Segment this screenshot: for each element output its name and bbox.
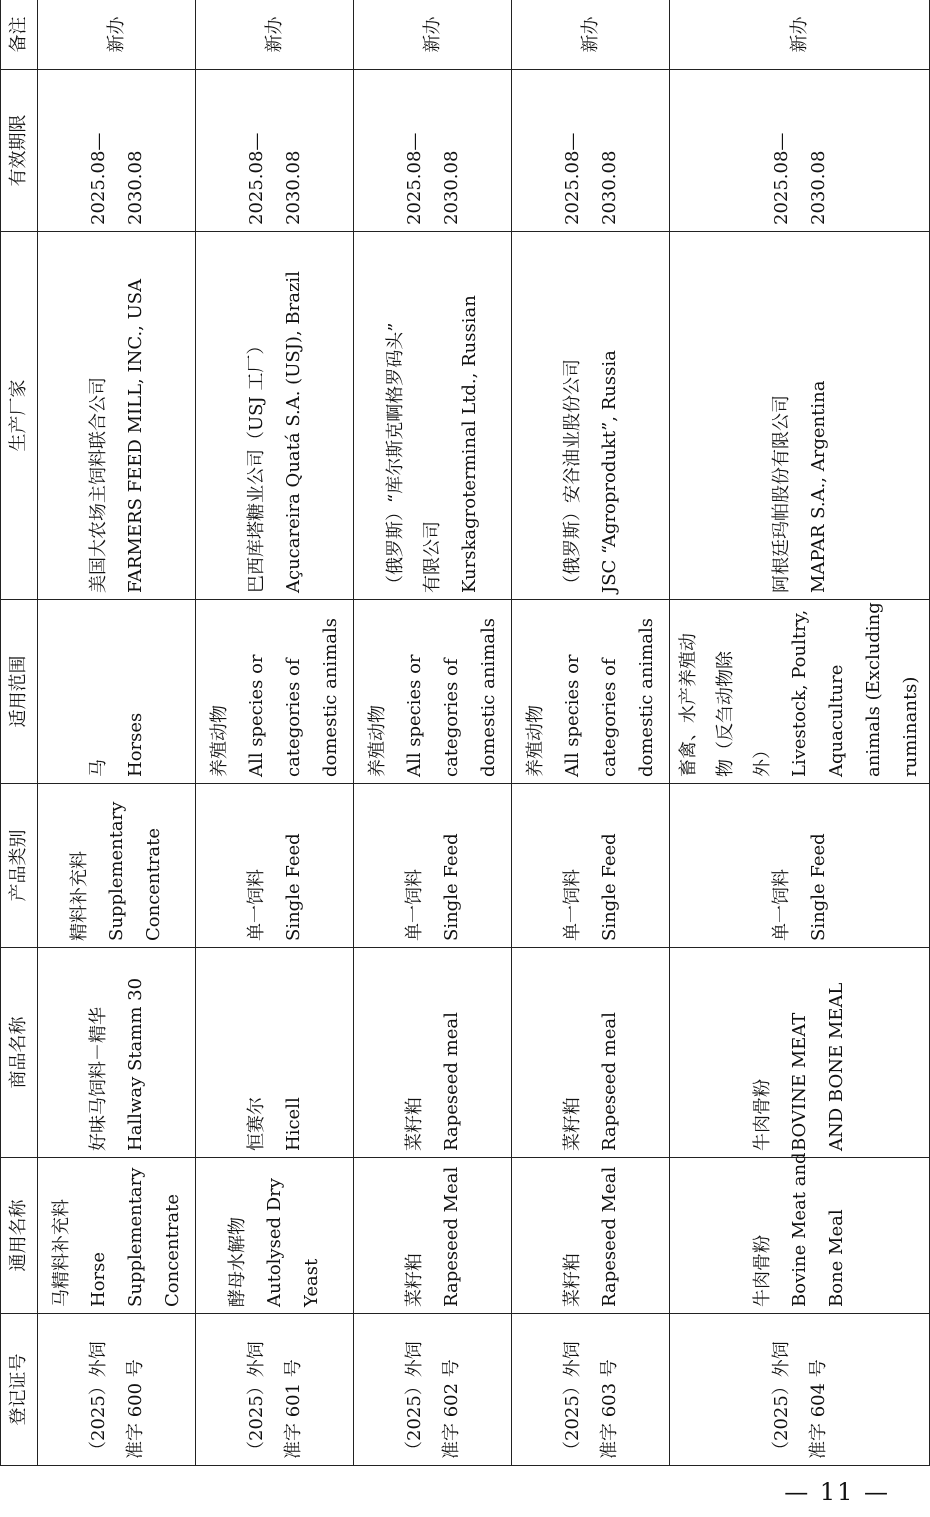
scope-line: 外） — [752, 741, 773, 777]
trade-name-line: 牛肉骨粉 — [752, 1079, 773, 1151]
manufacturer-line: JSC “Agroprodukt”, Russia — [598, 350, 620, 593]
common-name-cell — [670, 1152, 930, 1314]
scope-line: categories of — [598, 658, 620, 777]
table-row — [196, 0, 354, 1466]
manufacturer-line: 阿根廷玛帕股份有限公司 — [770, 395, 792, 593]
category-line: Single Feed — [598, 833, 620, 941]
table-row — [670, 0, 930, 1466]
reg-no-line: 准字 601 号 — [282, 1359, 304, 1459]
validity-cell — [354, 70, 512, 232]
reg-no-line: （2025）外饲 — [403, 1341, 425, 1459]
scope-cell — [196, 600, 354, 784]
category-line: Single Feed — [807, 833, 829, 941]
category-line: 单一饲料 — [561, 869, 583, 941]
manufacturer-line: Açucareira Quatá S.A. (USJ), Brazil — [282, 271, 304, 593]
manufacturer-cell — [512, 232, 670, 600]
common-name-line: 菜籽粕 — [403, 1253, 425, 1307]
reg-no-line: 准字 600 号 — [124, 1359, 146, 1459]
validity-line: 2030.08 — [282, 150, 304, 225]
reg-no-line: （2025）外饲 — [561, 1341, 583, 1459]
common-name-line: Autolysed Dry — [264, 1178, 285, 1307]
validity-line: 2030.08 — [598, 150, 620, 225]
common-name-line: 马精料补充料 — [50, 1199, 72, 1307]
trade-name-cell — [670, 948, 930, 1158]
scope-line: Livestock, Poultry, — [789, 609, 810, 777]
scope-line: All species or — [403, 654, 425, 777]
validity-cell — [512, 70, 670, 232]
scope-line: ruminants) — [900, 676, 921, 777]
common-name-cell — [38, 1158, 196, 1314]
header-trade-name: 商品名称 — [1, 948, 38, 1158]
scope-cell — [38, 600, 196, 784]
scope-line: 养殖动物 — [208, 705, 230, 777]
validity-cell — [196, 70, 354, 232]
manufacturer-cell — [670, 232, 930, 600]
reg-no-line: 准字 602 号 — [440, 1359, 462, 1459]
trade-name-line: Rapeseed meal — [440, 1012, 462, 1151]
trade-name-line: Hicell — [282, 1097, 304, 1151]
common-name-line: Concentrate — [161, 1194, 183, 1307]
trade-name-line: 菜籽粕 — [561, 1097, 583, 1151]
scope-cell — [512, 600, 670, 784]
reg-no-cell — [512, 1314, 670, 1466]
common-name-line: Supplementary — [124, 1167, 146, 1307]
scope-line: 养殖动物 — [366, 705, 388, 777]
scope-line: 物（反刍动物除 — [715, 651, 736, 777]
header-manufacturer: 生产厂家 — [1, 232, 38, 600]
trade-name-line: 恒赛尔 — [245, 1097, 267, 1151]
trade-name-line: Hallway Stamm 30 — [124, 977, 146, 1151]
common-name-line: 菜籽粕 — [561, 1253, 583, 1307]
manufacturer-cell — [38, 232, 196, 600]
category-cell — [354, 784, 512, 948]
common-name-line: 牛肉骨粉 — [752, 1235, 773, 1307]
category-cell — [38, 784, 196, 948]
validity-line: 2025.08— — [87, 132, 109, 225]
validity-line: 2025.08— — [403, 132, 425, 225]
header-remarks: 备注 — [1, 0, 38, 70]
reg-no-line: （2025）外饲 — [245, 1341, 267, 1459]
reg-no-cell — [354, 1314, 512, 1466]
scope-line: Aquaculture — [826, 664, 847, 777]
reg-no-cell — [38, 1314, 196, 1466]
category-line: Concentrate — [143, 828, 164, 941]
trade-name-cell — [38, 948, 196, 1158]
page-number: — 11 — — [784, 1478, 890, 1506]
common-name-line: Rapeseed Meal — [440, 1166, 462, 1307]
header-reg-no: 登记证号 — [1, 1314, 38, 1466]
trade-name-cell — [354, 948, 512, 1158]
reg-no-line: （2025）外饲 — [87, 1341, 109, 1459]
trade-name-line: AND BONE MEAL — [826, 982, 847, 1151]
scope-line: domestic animals — [477, 618, 499, 777]
manufacturer-line: （俄罗斯）“库尔斯克啊格罗码头” — [385, 322, 406, 593]
validity-cell — [670, 70, 930, 232]
validity-line: 2025.08— — [561, 132, 583, 225]
validity-cell — [38, 70, 196, 232]
common-name-line: Bovine Meat and — [789, 1152, 810, 1307]
header-row — [1, 0, 38, 1466]
manufacturer-cell — [354, 232, 512, 600]
trade-name-line: 好味马饲料－精华 — [87, 1007, 109, 1151]
scope-line: domestic animals — [319, 618, 341, 777]
manufacturer-line: FARMERS FEED MILL, INC., USA — [124, 278, 146, 593]
common-name-cell — [512, 1158, 670, 1314]
common-name-line: Horse — [87, 1251, 109, 1307]
trade-name-line: 菜籽粕 — [403, 1097, 425, 1151]
remarks-cell: 新办 — [512, 0, 670, 70]
category-cell — [512, 784, 670, 948]
reg-no-cell — [196, 1314, 354, 1466]
common-name-line: Bone Meal — [826, 1209, 847, 1307]
validity-line: 2030.08 — [124, 150, 146, 225]
category-line: Single Feed — [282, 833, 304, 941]
validity-line: 2030.08 — [440, 150, 462, 225]
scope-line: 畜禽、水产养殖动 — [678, 633, 699, 777]
table-row — [512, 0, 670, 1466]
common-name-line: Yeast — [301, 1258, 322, 1307]
common-name-line: 酵母水解物 — [227, 1217, 248, 1307]
manufacturer-line: 有限公司 — [422, 521, 443, 593]
manufacturer-line: （俄罗斯）安谷油业股份公司 — [561, 359, 583, 593]
category-line: 单一饲料 — [403, 869, 425, 941]
category-line: 单一饲料 — [770, 869, 792, 941]
trade-name-line: BOVINE MEAT — [789, 1012, 810, 1151]
scope-line: All species or — [561, 654, 583, 777]
scope-line: animals (Excluding — [863, 602, 884, 777]
scope-line: categories of — [282, 658, 304, 777]
header-common-name: 通用名称 — [1, 1158, 38, 1314]
scope-line: Horses — [124, 712, 146, 777]
common-name-cell — [196, 1158, 354, 1314]
scope-cell — [354, 600, 512, 784]
scope-cell — [670, 600, 930, 784]
validity-line: 2025.08— — [770, 132, 792, 225]
scope-line: 马 — [87, 759, 109, 777]
category-line: Supplementary — [106, 801, 127, 941]
validity-line: 2025.08— — [245, 132, 267, 225]
table-row — [354, 0, 512, 1466]
manufacturer-line: 美国大农场主饲料联合公司 — [87, 377, 109, 593]
category-cell — [196, 784, 354, 948]
scope-line: categories of — [440, 658, 462, 777]
category-cell — [670, 784, 930, 948]
reg-no-cell — [670, 1314, 930, 1466]
scope-line: All species or — [245, 654, 267, 777]
reg-no-line: 准字 604 号 — [807, 1359, 829, 1459]
remarks-cell: 新办 — [354, 0, 512, 70]
manufacturer-line: MAPAR S.A., Argentina — [807, 380, 829, 593]
header-scope: 适用范围 — [1, 600, 38, 784]
trade-name-cell — [512, 948, 670, 1158]
manufacturer-line: Kurskagroterminal Ltd., Russian — [459, 295, 480, 593]
trade-name-cell — [196, 948, 354, 1158]
category-line: 精料补充料 — [69, 851, 90, 941]
table-row — [38, 0, 196, 1466]
reg-no-line: 准字 603 号 — [598, 1359, 620, 1459]
remarks-cell: 新办 — [670, 0, 930, 70]
trade-name-line: Rapeseed meal — [598, 1012, 620, 1151]
common-name-cell — [354, 1158, 512, 1314]
reg-no-line: （2025）外饲 — [770, 1341, 792, 1459]
header-category: 产品类别 — [1, 784, 38, 948]
validity-line: 2030.08 — [807, 150, 829, 225]
remarks-cell: 新办 — [196, 0, 354, 70]
common-name-line: Rapeseed Meal — [598, 1166, 620, 1307]
scope-line: domestic animals — [635, 618, 657, 777]
category-line: 单一饲料 — [245, 869, 267, 941]
manufacturer-line: 巴西库塔糖业公司（USJ 工厂） — [245, 336, 267, 593]
header-validity: 有效期限 — [1, 70, 38, 232]
category-line: Single Feed — [440, 833, 462, 941]
scope-line: 养殖动物 — [524, 705, 546, 777]
remarks-cell: 新办 — [38, 0, 196, 70]
manufacturer-cell — [196, 232, 354, 600]
